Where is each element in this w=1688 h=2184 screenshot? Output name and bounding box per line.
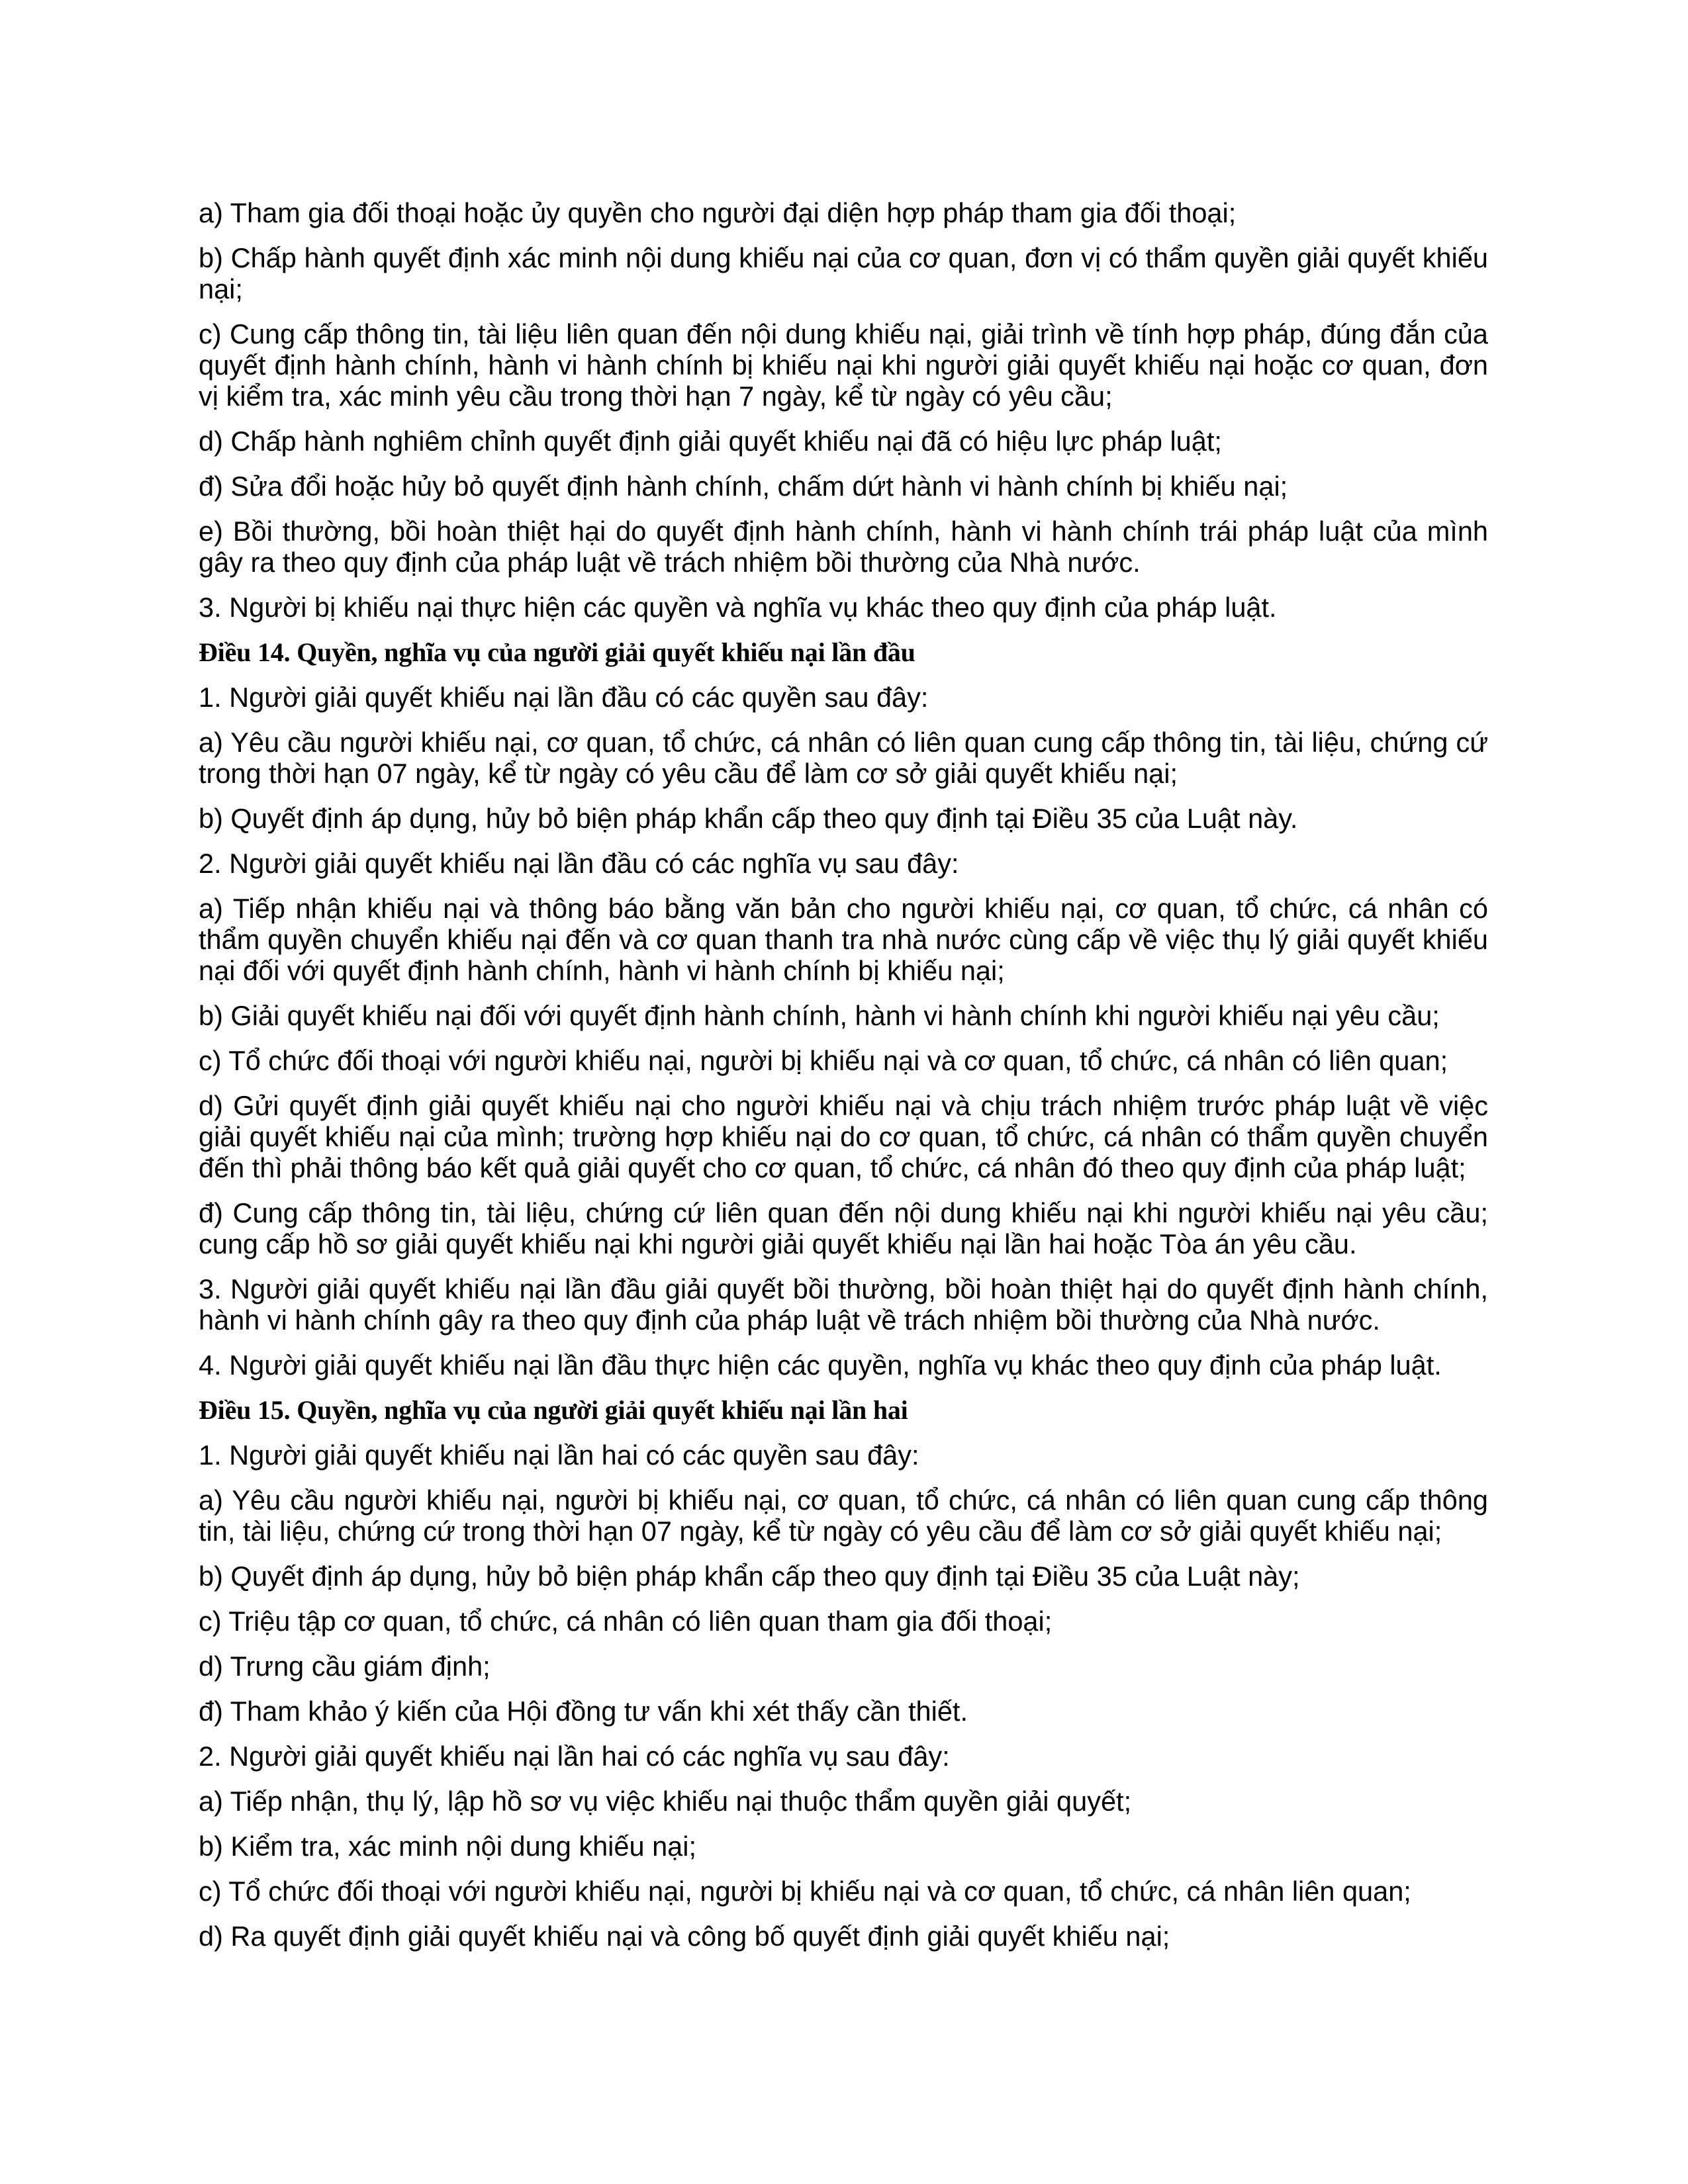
- art15-clause-1a: a) Yêu cầu người khiếu nại, người bị khiếu nại, cơ quan, tổ chức, cá nhân có liên quan cung cấp thông tin, tài liệu, chứng cứ trong thời hạn 07 ngày, kể từ ngày có yêu cầu để làm cơ sở giải quyết khiếu nại;: [199, 1484, 1488, 1547]
- article-14-heading: Điều 14. Quyền, nghĩa vụ của người giải quyết khiếu nại lần đầu: [199, 637, 915, 667]
- art14-clause-2dd: đ) Cung cấp thông tin, tài liệu, chứng cứ liên quan đến nội dung khiếu nại khi người khiếu nại yêu cầu; cung cấp hồ sơ giải quyết khiếu nại khi người giải quyết khiếu nại lần hai hoặc Tòa án yêu cầu.: [199, 1197, 1488, 1259]
- art14-clause-2a: a) Tiếp nhận khiếu nại và thông báo bằng văn bản cho người khiếu nại, cơ quan, tổ chức, cá nhân có thẩm quyền chuyển khiếu nại đến và cơ quan thanh tra nhà nước cùng cấp về việc thụ lý giải quyết khiếu nại đối với quyết định hành chính, hành vi hành chính bị khiếu nại;: [199, 893, 1488, 986]
- art14-clause-1: 1. Người giải quyết khiếu nại lần đầu có các quyền sau đây:: [199, 682, 929, 713]
- art14-clause-2: 2. Người giải quyết khiếu nại lần đầu có các nghĩa vụ sau đây:: [199, 848, 959, 879]
- art14-clause-1b: b) Quyết định áp dụng, hủy bỏ biện pháp khẩn cấp theo quy định tại Điều 35 của Luật này.: [199, 803, 1298, 834]
- art15-clause-2: 2. Người giải quyết khiếu nại lần hai có các nghĩa vụ sau đây:: [199, 1741, 950, 1772]
- art15-clause-1c: c) Triệu tập cơ quan, tổ chức, cá nhân có liên quan tham gia đối thoại;: [199, 1606, 1053, 1637]
- clause-d-comply: d) Chấp hành nghiêm chỉnh quyết định giải quyết khiếu nại đã có hiệu lực pháp luật;: [199, 426, 1222, 457]
- art14-clause-2b: b) Giải quyết khiếu nại đối với quyết định hành chính, hành vi hành chính khi người khiếu nại yêu cầu;: [199, 1000, 1440, 1031]
- clause-dd-amend: đ) Sửa đổi hoặc hủy bỏ quyết định hành chính, chấm dứt hành vi hành chính bị khiếu nại;: [199, 471, 1288, 502]
- art15-clause-1: 1. Người giải quyết khiếu nại lần hai có các quyền sau đây:: [199, 1439, 919, 1471]
- art15-clause-2c: c) Tổ chức đối thoại với người khiếu nại, người bị khiếu nại và cơ quan, tổ chức, cá nhân liên quan;: [199, 1876, 1411, 1907]
- clause-c-provide-info: c) Cung cấp thông tin, tài liệu liên quan đến nội dung khiếu nại, giải trình về tính hợp pháp, đúng đắn của quyết định hành chính, hành vi hành chính bị khiếu nại khi người giải quyết khiếu nại hoặc cơ quan, đơn vị kiểm tra, xác minh yêu cầu trong thời hạn 7 ngày, kể từ ngày có yêu cầu;: [199, 318, 1488, 412]
- clause-3-other-rights: 3. Người bị khiếu nại thực hiện các quyền và nghĩa vụ khác theo quy định của pháp luật.: [199, 592, 1277, 623]
- art15-clause-2d: d) Ra quyết định giải quyết khiếu nại và công bố quyết định giải quyết khiếu nại;: [199, 1921, 1170, 1952]
- art15-clause-2a: a) Tiếp nhận, thụ lý, lập hồ sơ vụ việc khiếu nại thuộc thẩm quyền giải quyết;: [199, 1786, 1132, 1817]
- art14-clause-2d: d) Gửi quyết định giải quyết khiếu nại cho người khiếu nại và chịu trách nhiệm trước pháp luật về việc giải quyết khiếu nại của mình; trường hợp khiếu nại do cơ quan, tổ chức, cá nhân có thẩm quyền chuyển đến thì phải thông báo kết quả giải quyết cho cơ quan, tổ chức, cá nhân đó theo quy định của pháp luật;: [199, 1090, 1488, 1183]
- art14-clause-4: 4. Người giải quyết khiếu nại lần đầu thực hiện các quyền, nghĩa vụ khác theo quy định của pháp luật.: [199, 1349, 1442, 1381]
- article-15-heading: Điều 15. Quyền, nghĩa vụ của người giải quyết khiếu nại lần hai: [199, 1395, 908, 1425]
- clause-e-compensation: e) Bồi thường, bồi hoàn thiệt hại do quyết định hành chính, hành vi hành chính trái pháp luật của mình gây ra theo quy định của pháp luật về trách nhiệm bồi thường của Nhà nước.: [199, 516, 1488, 578]
- art14-clause-1a: a) Yêu cầu người khiếu nại, cơ quan, tổ chức, cá nhân có liên quan cung cấp thông tin, tài liệu, chứng cứ trong thời hạn 07 ngày, kể từ ngày có yêu cầu để làm cơ sở giải quyết khiếu nại;: [199, 727, 1488, 789]
- clause-b-verification: b) Chấp hành quyết định xác minh nội dung khiếu nại của cơ quan, đơn vị có thẩm quyền giải quyết khiếu nại;: [199, 242, 1488, 304]
- art14-clause-2c: c) Tổ chức đối thoại với người khiếu nại, người bị khiếu nại và cơ quan, tổ chức, cá nhân có liên quan;: [199, 1045, 1448, 1076]
- art15-clause-1dd: đ) Tham khảo ý kiến của Hội đồng tư vấn khi xét thấy cần thiết.: [199, 1696, 968, 1727]
- art14-clause-3: 3. Người giải quyết khiếu nại lần đầu giải quyết bồi thường, bồi hoàn thiệt hại do quyết định hành chính, hành vi hành chính gây ra theo quy định của pháp luật về trách nhiệm bồi thường của Nhà nước.: [199, 1273, 1488, 1336]
- art15-clause-2b: b) Kiểm tra, xác minh nội dung khiếu nại;: [199, 1831, 697, 1862]
- document-page: [199, 197, 1488, 1966]
- art15-clause-1b: b) Quyết định áp dụng, hủy bỏ biện pháp khẩn cấp theo quy định tại Điều 35 của Luật này;: [199, 1561, 1300, 1592]
- clause-a-dialogue: a) Tham gia đối thoại hoặc ủy quyền cho người đại diện hợp pháp tham gia đối thoại;: [199, 197, 1237, 228]
- art15-clause-1d: d) Trưng cầu giám định;: [199, 1651, 491, 1682]
